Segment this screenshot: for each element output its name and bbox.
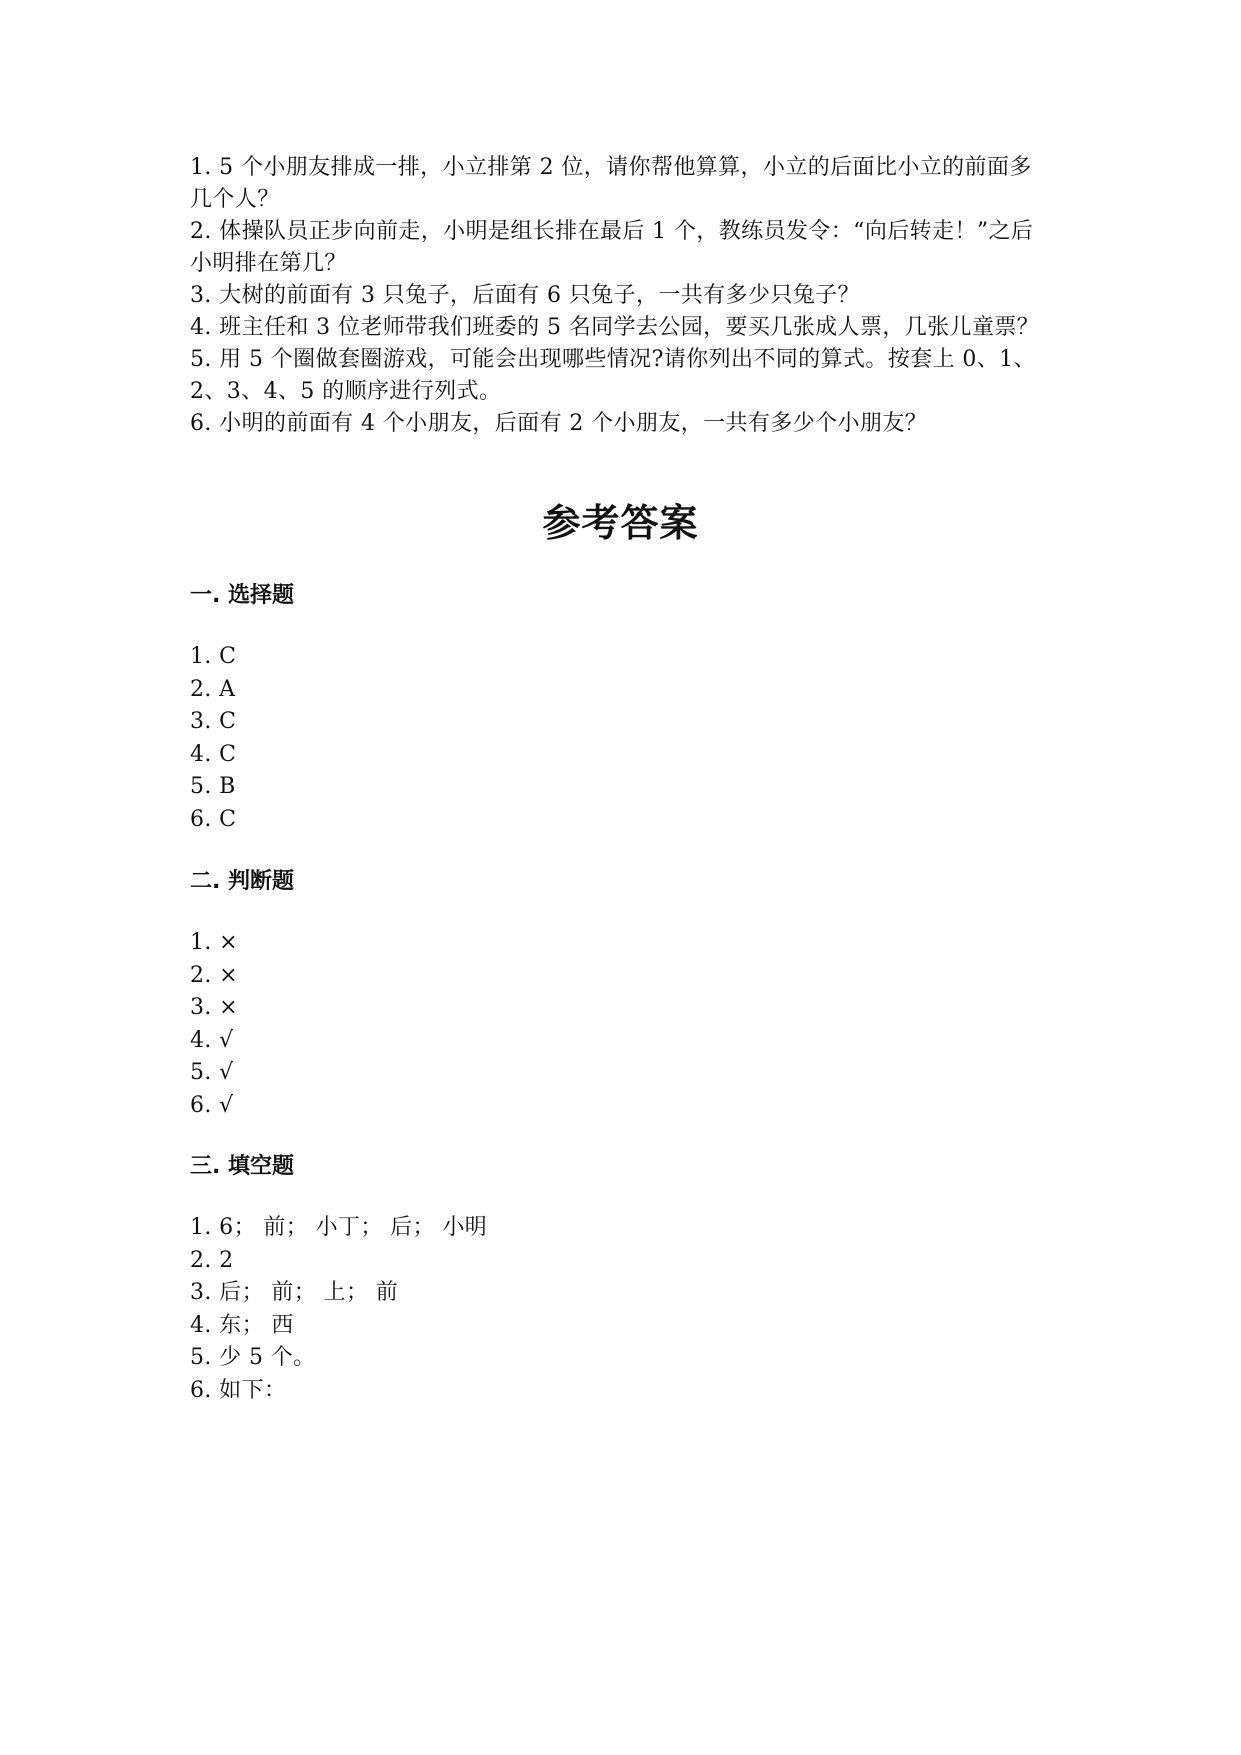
section-heading-choice: 一. 选择题 — [190, 583, 295, 608]
problem-item: 5. 用 5 个圈做套圈游戏，可能会出现哪些情况?请你列出不同的算式。按套上 0、1、2、3、4、5 的顺序进行列式。 — [190, 347, 1036, 404]
answer-line: 2. A — [190, 676, 236, 702]
answer-line: 6. √ — [190, 1092, 234, 1118]
answer-list-fill-blank — [190, 1212, 487, 1408]
answer-line: 5. 少 5 个。 — [190, 1345, 316, 1371]
word-problems-list — [190, 152, 1050, 440]
problem-item: 3. 大树的前面有 3 只兔子，后面有 6 只兔子，一共有多少只兔子？ — [190, 283, 860, 308]
answer-line: 6. 如下： — [190, 1377, 287, 1403]
problem-item: 2. 体操队员正步向前走，小明是组长排在最后 1 个，教练员发令：“向后转走！”之后小明排在第几？ — [190, 219, 1034, 276]
answer-line: 2. 2 — [190, 1247, 234, 1273]
answer-line: 3. 后； 前； 上； 前 — [190, 1280, 399, 1306]
answer-list-judgement — [190, 927, 238, 1123]
section-heading-fill-blank: 三. 填空题 — [190, 1154, 295, 1179]
answer-line: 4. √ — [190, 1027, 234, 1053]
problem-item: 6. 小明的前面有 4 个小朋友，后面有 2 个小朋友，一共有多少个小朋友？ — [190, 411, 928, 436]
problem-item: 1. 5 个小朋友排成一排，小立排第 2 位，请你帮他算算，小立的后面比小立的前面多几个人？ — [190, 155, 1032, 212]
answer-list-choice — [190, 641, 236, 837]
answer-line: 3. × — [190, 995, 239, 1021]
answer-line: 4. C — [190, 741, 237, 767]
answer-line: 3. C — [190, 709, 237, 735]
answers-title: 参考答案 — [542, 501, 699, 545]
answer-line: 1. 6； 前； 小丁； 后； 小明 — [190, 1215, 488, 1240]
section-heading-judgement: 二. 判断题 — [190, 869, 295, 894]
answer-line: 1. × — [190, 930, 239, 955]
problem-item: 4. 班主任和 3 位老师带我们班委的 5 名同学去公园，要买几张成人票，几张儿童票？ — [190, 315, 1040, 340]
answer-line: 1. C — [190, 644, 237, 669]
answer-line: 6. C — [190, 806, 237, 832]
answer-line: 5. B — [190, 774, 236, 800]
answer-line: 5. √ — [190, 1060, 234, 1086]
answer-line: 4. 东； 西 — [190, 1312, 294, 1338]
answer-line: 2. × — [190, 962, 239, 988]
